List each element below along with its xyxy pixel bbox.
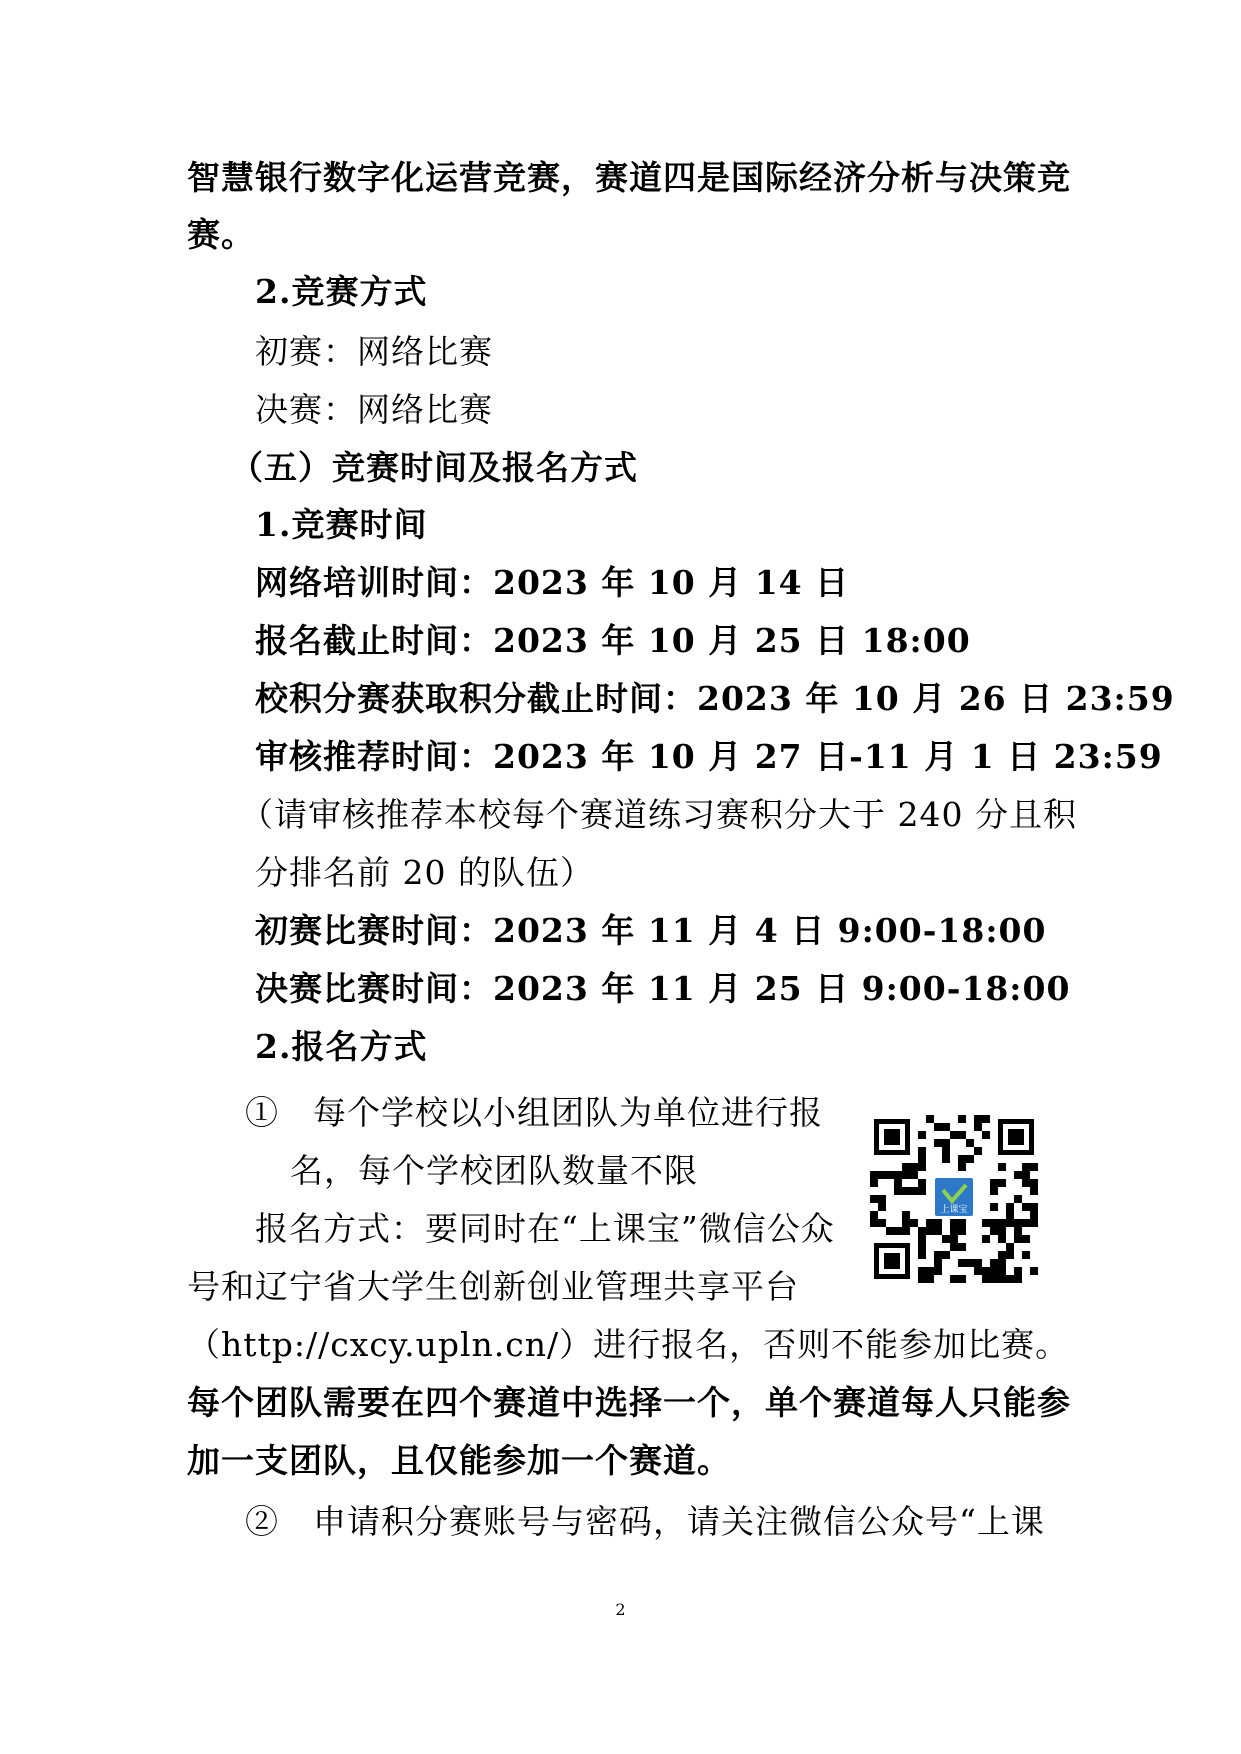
text-line: 智慧银行数字化运营竞赛，赛道四是国际经济分析与决策竞: [187, 158, 1071, 197]
schedule-line: 网络培训时间：2023 年 10 月 14 日: [255, 563, 850, 602]
qr-code-graphic: [870, 1115, 1038, 1283]
list-item: ② 申请积分赛账号与密码，请关注微信公众号“上课: [245, 1502, 1045, 1541]
qr-finder-top-left: [874, 1119, 910, 1155]
section-heading: 1.竞赛时间: [255, 505, 428, 544]
qr-logo-label: 上课宝: [940, 1205, 968, 1215]
text-line: 报名方式：要同时在“上课宝”微信公众: [255, 1209, 835, 1248]
text-line: 决赛：网络比赛: [255, 390, 493, 429]
text-line: 赛。: [187, 215, 255, 254]
text-line: （http://cxcy.upln.cn/）进行报名，否则不能参加比赛。: [187, 1325, 1070, 1364]
section-heading: 2.报名方式: [255, 1027, 428, 1066]
qr-finder-top-right: [998, 1119, 1034, 1155]
schedule-line: 审核推荐时间：2023 年 10 月 27 日-11 月 1 日 23:59: [255, 737, 1163, 776]
text-line: 每个团队需要在四个赛道中选择一个，单个赛道每人只能参: [187, 1383, 1071, 1422]
section-heading: （五）竞赛时间及报名方式: [230, 448, 638, 487]
page-number: 2: [615, 1600, 626, 1619]
qr-center-logo: [934, 1177, 974, 1217]
schedule-line: 报名截止时间：2023 年 10 月 25 日 18:00: [255, 621, 971, 660]
text-line: 号和辽宁省大学生创新创业管理共享平台: [187, 1267, 799, 1306]
list-item: ① 每个学校以小组团队为单位进行报: [245, 1093, 823, 1132]
schedule-line: 校积分赛获取积分截止时间：2023 年 10 月 26 日 23:59: [255, 679, 1175, 718]
text-line: 加一支团队，且仅能参加一个赛道。: [187, 1441, 731, 1480]
qr-code: [870, 1115, 1038, 1283]
text-line: 分排名前 20 的队伍）: [255, 853, 594, 892]
text-line: 初赛：网络比赛: [255, 332, 493, 371]
schedule-line: 初赛比赛时间：2023 年 11 月 4 日 9:00-18:00: [255, 911, 1047, 950]
text-line: （请审核推荐本校每个赛道练习赛积分大于 240 分且积: [240, 795, 1077, 834]
text-line: 名，每个学校团队数量不限: [290, 1151, 698, 1190]
section-heading: 2.竞赛方式: [255, 272, 428, 311]
schedule-line: 决赛比赛时间：2023 年 11 月 25 日 9:00-18:00: [255, 969, 1071, 1008]
qr-finder-bottom-left: [874, 1243, 910, 1279]
